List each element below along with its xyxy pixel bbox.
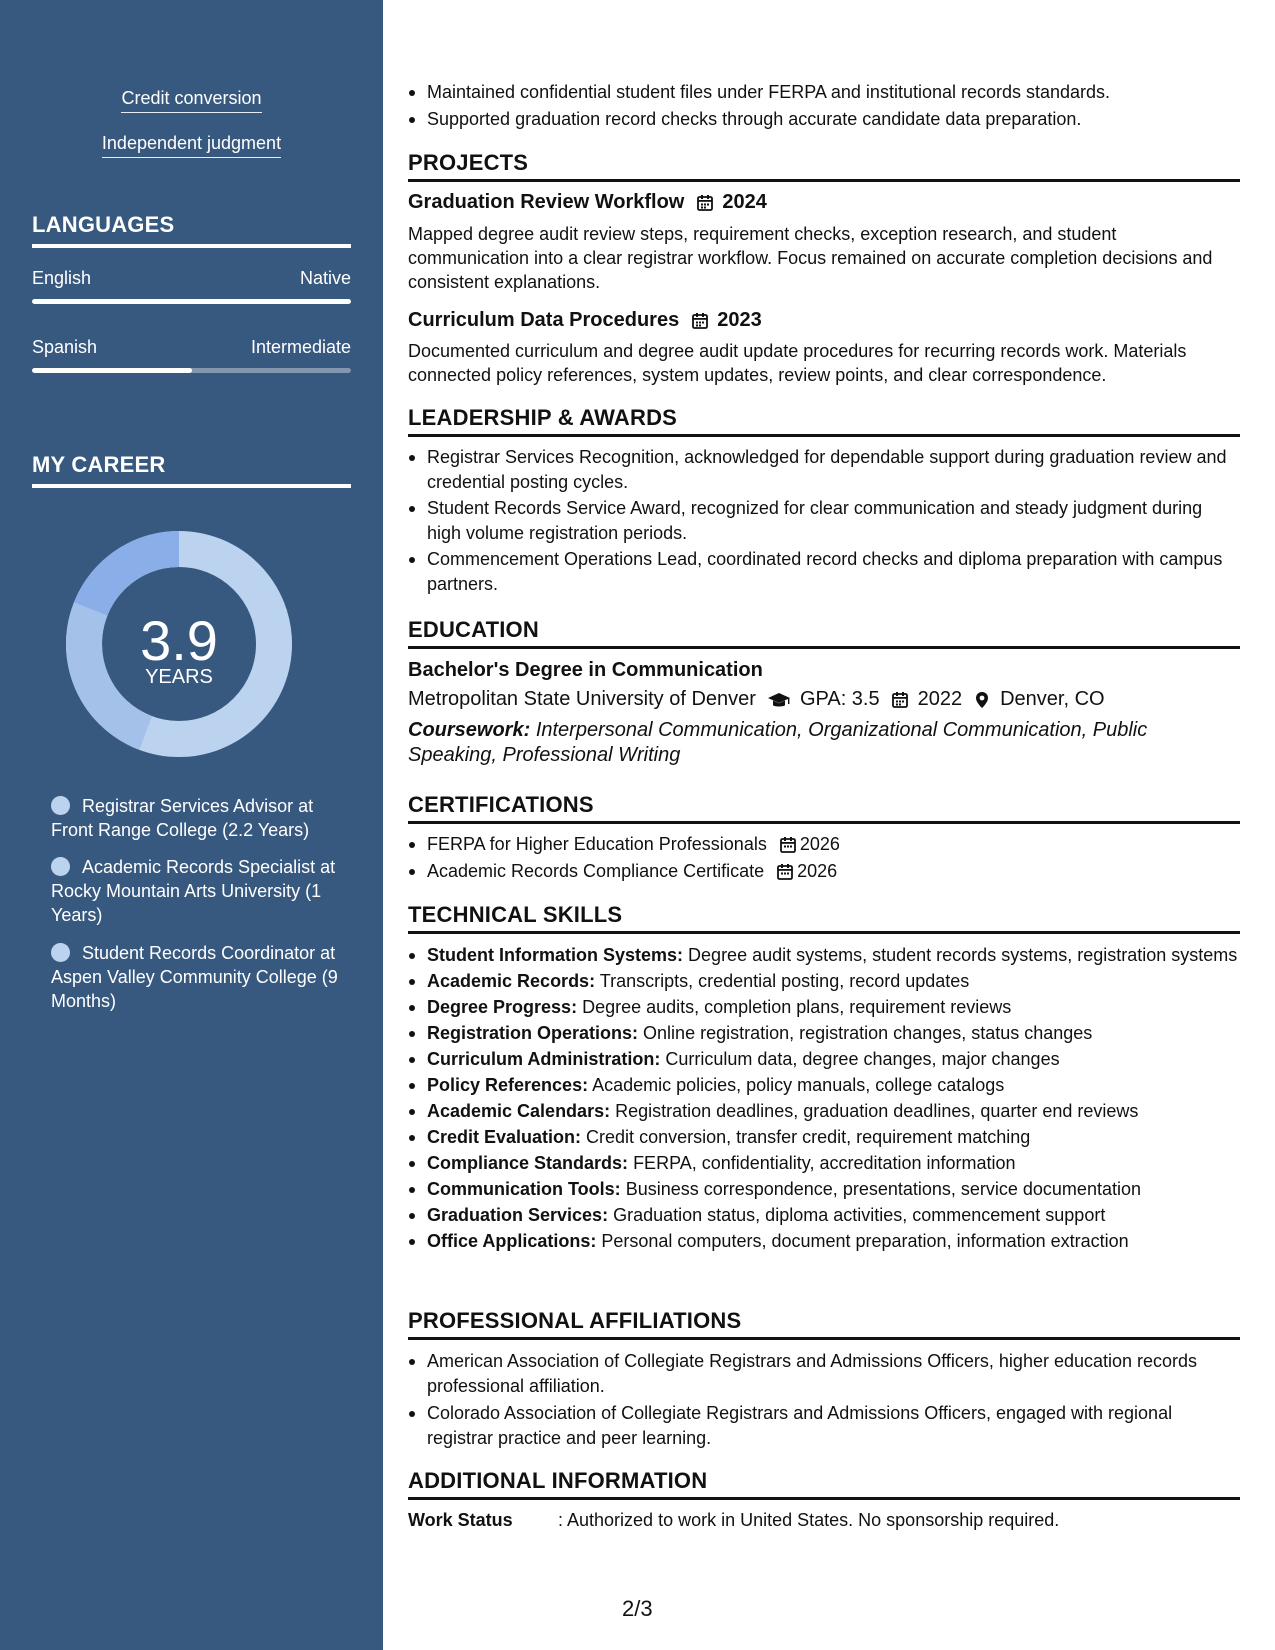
language-name: Spanish xyxy=(32,337,98,357)
leadership-list xyxy=(408,445,1240,597)
career-donut-chart xyxy=(66,531,292,757)
list-item: Student Records Service Award, recognized for clear communication and steady judgment during high volume registration periods. xyxy=(408,496,1240,546)
project-description: Mapped degree audit review steps, requirement checks, exception research, and student communication into a clear registrar workflow. Focus remained on accurate completion decisions and consistent explanations. xyxy=(408,224,1213,292)
donut-segment-second xyxy=(84,609,146,733)
school-location: Denver, CO xyxy=(1000,688,1105,710)
skill-text: Credit conversion, transfer credit, requirement matching xyxy=(586,1127,1031,1147)
bullet-dot-icon xyxy=(51,796,70,815)
skill-item xyxy=(408,1151,1240,1175)
language-bar-fill xyxy=(32,299,351,304)
projects-heading: PROJECTS xyxy=(408,150,1240,182)
list-item: Registrar Services Recognition, acknowledged for dependable support during graduation review and credential posting cycles. xyxy=(408,445,1240,495)
coursework-label: Coursework: xyxy=(408,719,531,741)
degree-title: Bachelor's Degree in Communication xyxy=(408,659,763,681)
list-item: Supported graduation record checks through accurate candidate data preparation. xyxy=(408,107,1240,132)
career-total-unit: YEARS xyxy=(145,666,213,688)
graduation-year: 2022 xyxy=(917,688,963,710)
calendar-icon xyxy=(691,312,709,330)
work-status-text: : Authorized to work in United States. No sponsorship required. xyxy=(558,1510,1060,1530)
additional-info-heading: ADDITIONAL INFORMATION xyxy=(408,1468,1240,1500)
leadership-heading: LEADERSHIP & AWARDS xyxy=(408,405,1240,437)
skill-label: Credit Evaluation: xyxy=(427,1127,582,1147)
affiliations-list xyxy=(408,1349,1240,1451)
skill-text: Curriculum data, degree changes, major changes xyxy=(665,1049,1060,1069)
language-level: Native xyxy=(299,268,351,288)
list-item: American Association of Collegiate Registrars and Admissions Officers, higher education records professional affiliation. xyxy=(408,1349,1240,1399)
project-title-row xyxy=(408,191,767,214)
languages-heading: LANGUAGES xyxy=(32,212,351,248)
skill-text: Transcripts, credential posting, record updates xyxy=(599,971,970,991)
calendar-icon xyxy=(696,194,714,212)
experience-bullets xyxy=(408,80,1240,132)
certification-item xyxy=(408,832,1240,857)
skill-label: Registration Operations: xyxy=(427,1023,639,1043)
skill-item: Independent judgment xyxy=(0,133,383,158)
career-item: Academic Records Specialist at Rocky Mountain Arts University (1 Years) xyxy=(51,857,336,925)
project-title-row xyxy=(408,309,762,332)
skill-label: Compliance Standards: xyxy=(427,1153,629,1173)
skill-item xyxy=(408,969,1240,993)
skill-text: Graduation status, diploma activities, commencement support xyxy=(613,1205,1106,1225)
project-description: Documented curriculum and degree audit update procedures for recurring records work. Materials connected policy references, system updates, review points, and clear correspondence. xyxy=(408,341,1187,385)
technical-skills-heading: TECHNICAL SKILLS xyxy=(408,902,1240,934)
gpa: GPA: 3.5 xyxy=(799,688,880,710)
skill-item xyxy=(408,1177,1240,1201)
skill-label: Graduation Services: xyxy=(427,1205,609,1225)
coursework-text: Interpersonal Communication, Organizational Communication, Public Speaking, Professional Writing xyxy=(408,719,1148,766)
skill-label: Communication Tools: xyxy=(427,1179,621,1199)
skill-text: Personal computers, document preparation, information extraction xyxy=(601,1231,1129,1251)
calendar-icon xyxy=(891,691,909,709)
skill-label: Academic Calendars: xyxy=(427,1101,611,1121)
skill-label: Degree Progress: xyxy=(427,997,578,1017)
certification-year: 2026 xyxy=(799,834,840,854)
affiliations-heading: PROFESSIONAL AFFILIATIONS xyxy=(408,1308,1240,1340)
location-pin-icon xyxy=(973,691,991,709)
education-details xyxy=(408,688,1105,711)
skill-text: Registration deadlines, graduation deadlines, quarter end reviews xyxy=(615,1101,1139,1121)
language-level: Intermediate xyxy=(250,337,351,357)
certification-item xyxy=(408,859,1240,884)
career-item: Student Records Coordinator at Aspen Valley Community College (9 Months) xyxy=(51,943,338,1011)
skill-item xyxy=(408,995,1240,1019)
skill-label: Office Applications: xyxy=(427,1231,597,1251)
certification-name: Academic Records Compliance Certificate xyxy=(427,861,765,881)
graduation-cap-icon xyxy=(767,691,791,709)
calendar-icon xyxy=(779,836,797,854)
skill-label: Policy References: xyxy=(427,1075,589,1095)
work-status-label: Work Status xyxy=(408,1510,513,1530)
skill-item xyxy=(408,943,1240,967)
skill-item xyxy=(408,1125,1240,1149)
education-heading: EDUCATION xyxy=(408,617,1240,649)
technical-skills-list xyxy=(408,943,1240,1255)
language-bar xyxy=(32,368,351,373)
skill-item xyxy=(408,1047,1240,1071)
school-name: Metropolitan State University of Denver xyxy=(408,688,756,710)
certification-name: FERPA for Higher Education Professionals xyxy=(427,834,767,854)
language-row xyxy=(32,268,351,289)
skill-item xyxy=(408,1099,1240,1123)
sidebar xyxy=(0,0,383,1650)
skill-item: Credit conversion xyxy=(0,88,383,113)
skill-label: Student Information Systems: xyxy=(427,945,684,965)
career-heading: MY CAREER xyxy=(32,452,351,488)
skill-item xyxy=(408,1229,1240,1253)
project-title: Curriculum Data Procedures xyxy=(408,309,680,331)
language-bar-fill xyxy=(32,368,192,373)
skill-text: Business correspondence, presentations, service documentation xyxy=(625,1179,1141,1199)
skill-label: Academic Records: xyxy=(427,971,596,991)
career-item: Registrar Services Advisor at Front Range College (2.2 Years) xyxy=(51,796,314,840)
coursework xyxy=(408,718,1240,768)
language-row xyxy=(32,337,351,358)
list-item: Colorado Association of Collegiate Registrars and Admissions Officers, engaged with regional registrar practice and peer learning. xyxy=(408,1401,1240,1451)
skill-text: FERPA, confidentiality, accreditation information xyxy=(633,1153,1016,1173)
project-year: 2024 xyxy=(722,191,767,213)
skill-item xyxy=(408,1203,1240,1227)
work-status xyxy=(408,1510,1059,1531)
skill-text: Degree audit systems, student records systems, registration systems xyxy=(688,945,1238,965)
list-item: Commencement Operations Lead, coordinated record checks and diploma preparation with campus partners. xyxy=(408,547,1240,597)
certifications-list xyxy=(408,832,1240,884)
language-name: English xyxy=(32,268,92,288)
list-item: Maintained confidential student files under FERPA and institutional records standards. xyxy=(408,80,1240,105)
bullet-dot-icon xyxy=(51,857,70,876)
project-year: 2023 xyxy=(717,309,762,331)
donut-segment-third xyxy=(91,549,179,609)
calendar-icon xyxy=(776,863,794,881)
certifications-heading: CERTIFICATIONS xyxy=(408,792,1240,824)
project-title: Graduation Review Workflow xyxy=(408,191,685,213)
skill-item xyxy=(408,1073,1240,1097)
skill-label: Curriculum Administration: xyxy=(427,1049,661,1069)
bullet-dot-icon xyxy=(51,943,70,962)
career-total-value: 3.9 xyxy=(140,609,218,672)
skill-text: Online registration, registration changes, status changes xyxy=(643,1023,1093,1043)
certification-year: 2026 xyxy=(797,861,838,881)
skill-item xyxy=(408,1021,1240,1045)
skill-text: Academic policies, policy manuals, college catalogs xyxy=(592,1075,1005,1095)
skill-text: Degree audits, completion plans, requirement reviews xyxy=(582,997,1012,1017)
language-bar xyxy=(32,299,351,304)
